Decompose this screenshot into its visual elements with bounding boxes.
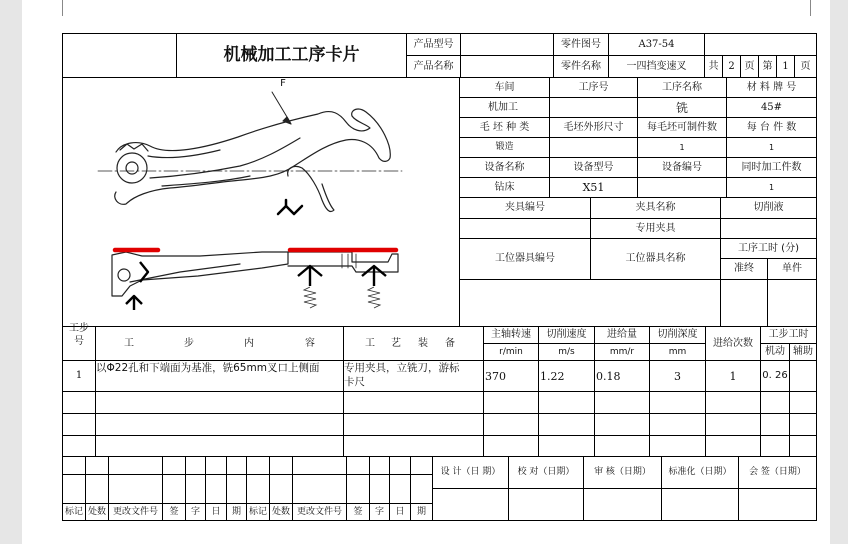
op-name-label: 工序名称 <box>662 81 702 93</box>
workshop-value: 机加工 <box>488 101 518 113</box>
total-pages: 2 <box>728 60 735 72</box>
footer-col-mark-2: 标记 <box>248 506 267 517</box>
equip-model-label: 设备型号 <box>573 161 614 173</box>
equip-header-char-1: 工 <box>365 337 375 349</box>
equip-no-label: 设备编号 <box>662 161 702 173</box>
simul-label: 同时加工件数 <box>741 161 802 173</box>
step-1-equip-line2: 卡尺 <box>344 375 365 388</box>
step-1-spindle: 370 <box>485 369 506 383</box>
equip-name-value: 钻床 <box>494 181 515 193</box>
step-1-passes: 1 <box>729 369 737 383</box>
footer-col-count: 处数 <box>87 506 106 517</box>
step-1-speed: 1.22 <box>540 369 565 383</box>
design-date-label: 设 计（日 期） <box>440 467 501 477</box>
feed-unit: mm/r <box>609 346 635 357</box>
page-unit-2: 页 <box>800 60 811 72</box>
part-no-label: 零件图号 <box>561 38 601 50</box>
spindle-unit: r/min <box>499 346 523 357</box>
fixture-name-value: 专用夹具 <box>635 222 676 234</box>
step-1-depth: 3 <box>674 369 681 383</box>
coolant-value <box>721 219 816 238</box>
content-header-char-1: 工 <box>124 337 134 349</box>
standard-date-label: 标准化（日期） <box>668 467 732 477</box>
force-label: F <box>280 78 286 89</box>
blank-size-value <box>550 138 637 157</box>
blank-type-label: 毛 坯 种 类 <box>479 121 530 133</box>
check-date-label: 校 对（日期） <box>517 467 575 477</box>
product-model-value <box>461 34 553 55</box>
footer-col-sign-3: 签 <box>353 506 363 517</box>
parts-per-unit-value: 1 <box>768 142 775 152</box>
fixture-name-label: 夹具名称 <box>635 202 676 213</box>
equip-header-char-2: 艺 <box>391 337 401 349</box>
equip-model-value: X51 <box>582 181 605 194</box>
footer-col-mark: 标记 <box>64 506 83 517</box>
step-no-header <box>63 323 95 347</box>
product-name-label: 产品名称 <box>413 60 454 72</box>
content-header-char-3: 内 <box>244 337 254 349</box>
parts-per-blank-value: 1 <box>679 142 685 152</box>
material-value: 45# <box>760 101 783 113</box>
simul-value: 1 <box>768 182 775 192</box>
step-no-header-text: 工步号 <box>69 323 89 347</box>
step-time-header: 工步工时 <box>768 329 809 340</box>
coolant-label: 切削液 <box>753 202 784 213</box>
step-1-no: 1 <box>75 370 83 381</box>
part-no-value: A37-54 <box>638 38 675 50</box>
op-time-label: 工序工时 (分) <box>738 242 799 254</box>
depth-unit: mm <box>668 346 687 357</box>
footer-col-date-3: 日 <box>395 506 405 517</box>
total-label: 共 <box>708 60 719 72</box>
step-1-aux-time <box>790 361 816 391</box>
footer-col-count-2: 处数 <box>271 506 290 517</box>
parts-per-blank-label: 每毛坯可制件数 <box>647 121 717 133</box>
aux-time-header: 辅助 <box>793 346 813 357</box>
countersign-date-label: 会 签（日期） <box>749 467 806 477</box>
equip-header-char-3: 装 <box>418 337 428 349</box>
page-unit: 页 <box>744 60 755 72</box>
speed-unit: m/s <box>558 346 575 357</box>
step-1-machine-time: 0. 26 <box>762 370 788 381</box>
station-tool-no-label: 工位器具编号 <box>495 253 555 264</box>
feed-header: 进给量 <box>607 329 637 340</box>
footer-col-date-1: 日 <box>211 506 221 517</box>
step-1-content: 以Φ22孔和下端面为基准，铣65mm叉口上侧面 <box>96 361 320 374</box>
material-label: 材 料 牌 号 <box>746 81 797 93</box>
step-1-equip-line1: 专用夹具，立铣刀，游标 <box>344 361 460 374</box>
footer-col-change-doc-2: 更改文件号 <box>296 506 342 517</box>
op-name-value: 铣 <box>675 100 688 115</box>
product-name-value <box>461 56 553 77</box>
parts-per-unit-label: 每 台 件 数 <box>746 121 797 133</box>
part-name-label: 零件名称 <box>561 60 601 72</box>
footer-col-sign-2: 字 <box>190 506 200 517</box>
footer-col-change-doc: 更改文件号 <box>112 506 158 517</box>
equip-no-value <box>638 178 726 197</box>
station-tool-name-label: 工位器具名称 <box>625 253 686 264</box>
op-no-label: 工序号 <box>578 81 609 93</box>
content-header-char-4: 容 <box>305 337 315 349</box>
workshop-label: 车间 <box>494 81 515 93</box>
blank-type-value: 锻造 <box>495 142 514 152</box>
review-date-label: 审 核（日期） <box>594 467 651 477</box>
unit-time-label: 单件 <box>782 263 802 274</box>
step-1-feed: 0.18 <box>596 369 621 383</box>
fixture-no-label: 夹具编号 <box>505 202 545 213</box>
prep-time-label: 准终 <box>734 263 754 274</box>
page-no: 1 <box>782 60 789 72</box>
spindle-header: 主轴转速 <box>491 329 531 340</box>
speed-header: 切削速度 <box>546 329 587 340</box>
footer-col-date-2: 期 <box>231 506 241 517</box>
depth-header: 切削深度 <box>657 329 698 340</box>
equip-name-label: 设备名称 <box>484 161 525 173</box>
passes-header: 进给次数 <box>713 337 753 349</box>
page-label: 第 <box>762 60 773 72</box>
footer-col-sign-4: 字 <box>374 506 384 517</box>
fixture-no-value <box>460 219 590 238</box>
product-model-label: 产品型号 <box>413 38 454 50</box>
part-name-value: 一四挡变速叉 <box>626 60 687 72</box>
card-title: 机械加工工序卡片 <box>223 45 360 65</box>
equip-header-char-4: 备 <box>445 337 455 349</box>
content-header-char-2: 步 <box>184 337 194 349</box>
blank-size-label: 毛坯外形尺寸 <box>563 121 624 133</box>
footer-col-sign-1: 签 <box>169 506 179 517</box>
footer-col-date-4: 期 <box>416 506 426 517</box>
op-no-value <box>550 98 637 117</box>
machine-time-header: 机动 <box>765 346 785 357</box>
